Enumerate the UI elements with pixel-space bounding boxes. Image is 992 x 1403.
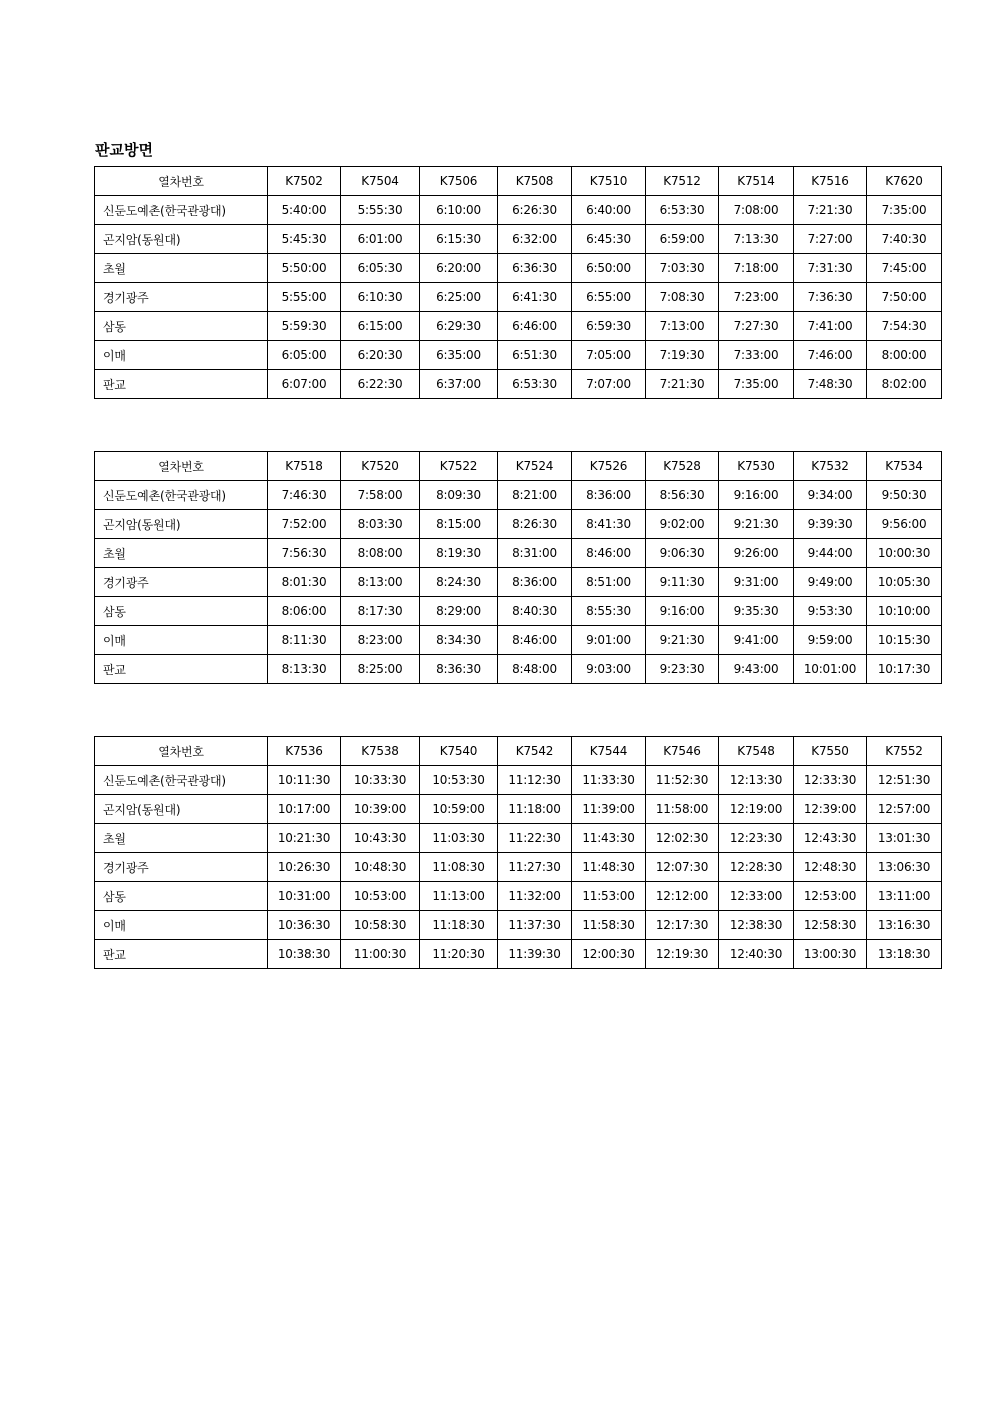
train-number-label: 열차번호 — [95, 737, 268, 766]
train-number: K7526 — [572, 452, 646, 481]
station-name: 판교 — [95, 940, 268, 969]
departure-time: 6:01:00 — [341, 225, 420, 254]
departure-time: 10:10:00 — [867, 597, 942, 626]
departure-time: 6:53:30 — [646, 196, 719, 225]
departure-time: 8:02:00 — [867, 370, 942, 399]
departure-time: 11:08:30 — [420, 853, 498, 882]
table-row — [95, 824, 942, 853]
departure-time: 9:21:30 — [719, 510, 794, 539]
table-row — [95, 341, 942, 370]
departure-time: 10:53:30 — [420, 766, 498, 795]
station-name: 초월 — [95, 254, 268, 283]
departure-time: 8:26:30 — [498, 510, 572, 539]
departure-time: 8:31:00 — [498, 539, 572, 568]
train-number: K7538 — [341, 737, 420, 766]
train-number: K7532 — [794, 452, 867, 481]
table-row — [95, 911, 942, 940]
station-name: 삼동 — [95, 597, 268, 626]
departure-time: 11:32:00 — [498, 882, 572, 911]
departure-time: 8:46:00 — [498, 626, 572, 655]
departure-time: 5:50:00 — [268, 254, 341, 283]
departure-time: 11:48:30 — [572, 853, 646, 882]
departure-time: 8:41:30 — [572, 510, 646, 539]
departure-time: 10:59:00 — [420, 795, 498, 824]
departure-time: 6:07:00 — [268, 370, 341, 399]
train-number: K7544 — [572, 737, 646, 766]
departure-time: 6:20:00 — [420, 254, 498, 283]
departure-time: 12:07:30 — [646, 853, 719, 882]
header-row — [95, 737, 942, 766]
departure-time: 11:33:30 — [572, 766, 646, 795]
departure-time: 6:50:00 — [572, 254, 646, 283]
table-row — [95, 882, 942, 911]
departure-time: 5:59:30 — [268, 312, 341, 341]
departure-time: 10:17:00 — [268, 795, 341, 824]
departure-time: 12:39:00 — [794, 795, 867, 824]
train-number: K7542 — [498, 737, 572, 766]
departure-time: 8:00:00 — [867, 341, 942, 370]
departure-time: 12:51:30 — [867, 766, 942, 795]
departure-time: 12:02:30 — [646, 824, 719, 853]
departure-time: 11:03:30 — [420, 824, 498, 853]
train-number: K7546 — [646, 737, 719, 766]
table-row — [95, 853, 942, 882]
departure-time: 9:59:00 — [794, 626, 867, 655]
departure-time: 9:56:00 — [867, 510, 942, 539]
departure-time: 8:08:00 — [341, 539, 420, 568]
departure-time: 8:13:30 — [268, 655, 341, 684]
departure-time: 9:31:00 — [719, 568, 794, 597]
train-number: K7520 — [341, 452, 420, 481]
station-name: 이매 — [95, 626, 268, 655]
departure-time: 8:17:30 — [341, 597, 420, 626]
departure-time: 13:18:30 — [867, 940, 942, 969]
station-name: 이매 — [95, 911, 268, 940]
departure-time: 8:34:30 — [420, 626, 498, 655]
train-number: K7540 — [420, 737, 498, 766]
train-number: K7504 — [341, 167, 420, 196]
departure-time: 12:57:00 — [867, 795, 942, 824]
header-row — [95, 452, 942, 481]
train-number: K7548 — [719, 737, 794, 766]
departure-time: 8:36:00 — [498, 568, 572, 597]
departure-time: 10:15:30 — [867, 626, 942, 655]
station-name: 판교 — [95, 370, 268, 399]
table-row — [95, 283, 942, 312]
departure-time: 7:23:00 — [719, 283, 794, 312]
train-number: K7534 — [867, 452, 942, 481]
departure-time: 6:15:00 — [341, 312, 420, 341]
departure-time: 11:18:00 — [498, 795, 572, 824]
departure-time: 11:52:30 — [646, 766, 719, 795]
table-row — [95, 766, 942, 795]
departure-time: 7:33:00 — [719, 341, 794, 370]
departure-time: 9:53:30 — [794, 597, 867, 626]
departure-time: 10:39:00 — [341, 795, 420, 824]
departure-time: 8:25:00 — [341, 655, 420, 684]
departure-time: 6:32:00 — [498, 225, 572, 254]
departure-time: 10:17:30 — [867, 655, 942, 684]
station-name: 삼동 — [95, 882, 268, 911]
table-row — [95, 510, 942, 539]
departure-time: 8:51:00 — [572, 568, 646, 597]
departure-time: 12:13:30 — [719, 766, 794, 795]
train-number: K7516 — [794, 167, 867, 196]
departure-time: 7:05:00 — [572, 341, 646, 370]
departure-time: 12:19:00 — [719, 795, 794, 824]
departure-time: 12:28:30 — [719, 853, 794, 882]
departure-time: 12:53:00 — [794, 882, 867, 911]
departure-time: 9:06:30 — [646, 539, 719, 568]
table-row — [95, 568, 942, 597]
departure-time: 7:31:30 — [794, 254, 867, 283]
departure-time: 8:15:00 — [420, 510, 498, 539]
departure-time: 10:48:30 — [341, 853, 420, 882]
departure-time: 12:33:00 — [719, 882, 794, 911]
departure-time: 10:43:30 — [341, 824, 420, 853]
station-name: 경기광주 — [95, 283, 268, 312]
departure-time: 6:55:00 — [572, 283, 646, 312]
departure-time: 7:40:30 — [867, 225, 942, 254]
departure-time: 8:40:30 — [498, 597, 572, 626]
departure-time: 7:36:30 — [794, 283, 867, 312]
departure-time: 13:16:30 — [867, 911, 942, 940]
departure-time: 5:40:00 — [268, 196, 341, 225]
table-row — [95, 481, 942, 510]
train-number: K7510 — [572, 167, 646, 196]
departure-time: 12:43:30 — [794, 824, 867, 853]
departure-time: 10:01:00 — [794, 655, 867, 684]
departure-time: 6:59:30 — [572, 312, 646, 341]
departure-time: 11:58:00 — [646, 795, 719, 824]
departure-time: 8:19:30 — [420, 539, 498, 568]
departure-time: 10:11:30 — [268, 766, 341, 795]
page-heading: 판교방면 — [95, 141, 153, 159]
departure-time: 11:39:30 — [498, 940, 572, 969]
train-number: K7524 — [498, 452, 572, 481]
departure-time: 7:27:30 — [719, 312, 794, 341]
departure-time: 7:03:30 — [646, 254, 719, 283]
train-number: K7506 — [420, 167, 498, 196]
table-row — [95, 225, 942, 254]
departure-time: 6:36:30 — [498, 254, 572, 283]
departure-time: 7:21:30 — [794, 196, 867, 225]
departure-time: 6:53:30 — [498, 370, 572, 399]
departure-time: 7:45:00 — [867, 254, 942, 283]
departure-time: 11:18:30 — [420, 911, 498, 940]
station-name: 신둔도예촌(한국관광대) — [95, 481, 268, 510]
departure-time: 7:08:30 — [646, 283, 719, 312]
departure-time: 9:43:00 — [719, 655, 794, 684]
departure-time: 12:12:00 — [646, 882, 719, 911]
departure-time: 10:58:30 — [341, 911, 420, 940]
departure-time: 12:17:30 — [646, 911, 719, 940]
timetable-1 — [94, 166, 942, 399]
train-number: K7530 — [719, 452, 794, 481]
departure-time: 9:39:30 — [794, 510, 867, 539]
departure-time: 6:40:00 — [572, 196, 646, 225]
departure-time: 6:22:30 — [341, 370, 420, 399]
departure-time: 10:53:00 — [341, 882, 420, 911]
departure-time: 8:55:30 — [572, 597, 646, 626]
table-row — [95, 312, 942, 341]
departure-time: 6:10:00 — [420, 196, 498, 225]
train-number: K7550 — [794, 737, 867, 766]
departure-time: 11:20:30 — [420, 940, 498, 969]
train-number: K7522 — [420, 452, 498, 481]
departure-time: 8:09:30 — [420, 481, 498, 510]
departure-time: 6:46:00 — [498, 312, 572, 341]
table-row — [95, 795, 942, 824]
departure-time: 10:36:30 — [268, 911, 341, 940]
departure-time: 6:45:30 — [572, 225, 646, 254]
station-name: 곤지암(동원대) — [95, 225, 268, 254]
departure-time: 8:24:30 — [420, 568, 498, 597]
departure-time: 7:19:30 — [646, 341, 719, 370]
departure-time: 6:29:30 — [420, 312, 498, 341]
departure-time: 7:35:00 — [719, 370, 794, 399]
table-row — [95, 254, 942, 283]
table-row — [95, 370, 942, 399]
departure-time: 7:35:00 — [867, 196, 942, 225]
station-name: 초월 — [95, 824, 268, 853]
departure-time: 7:13:00 — [646, 312, 719, 341]
departure-time: 7:58:00 — [341, 481, 420, 510]
departure-time: 11:37:30 — [498, 911, 572, 940]
departure-time: 12:48:30 — [794, 853, 867, 882]
train-number: K7620 — [867, 167, 942, 196]
departure-time: 8:03:30 — [341, 510, 420, 539]
departure-time: 6:10:30 — [341, 283, 420, 312]
departure-time: 8:06:00 — [268, 597, 341, 626]
station-name: 신둔도예촌(한국관광대) — [95, 196, 268, 225]
train-number-label: 열차번호 — [95, 452, 268, 481]
table-row — [95, 539, 942, 568]
departure-time: 7:13:30 — [719, 225, 794, 254]
station-name: 신둔도예촌(한국관광대) — [95, 766, 268, 795]
departure-time: 7:56:30 — [268, 539, 341, 568]
station-name: 경기광주 — [95, 568, 268, 597]
departure-time: 11:43:30 — [572, 824, 646, 853]
timetable-3 — [94, 736, 942, 969]
train-number: K7536 — [268, 737, 341, 766]
departure-time: 9:26:00 — [719, 539, 794, 568]
departure-time: 7:48:30 — [794, 370, 867, 399]
departure-time: 7:18:00 — [719, 254, 794, 283]
train-number: K7502 — [268, 167, 341, 196]
departure-time: 7:21:30 — [646, 370, 719, 399]
departure-time: 8:23:00 — [341, 626, 420, 655]
departure-time: 11:12:30 — [498, 766, 572, 795]
station-name: 판교 — [95, 655, 268, 684]
departure-time: 7:41:00 — [794, 312, 867, 341]
departure-time: 9:01:00 — [572, 626, 646, 655]
table-row — [95, 597, 942, 626]
departure-time: 7:52:00 — [268, 510, 341, 539]
departure-time: 9:34:00 — [794, 481, 867, 510]
departure-time: 9:41:00 — [719, 626, 794, 655]
departure-time: 10:38:30 — [268, 940, 341, 969]
departure-time: 6:25:00 — [420, 283, 498, 312]
departure-time: 7:46:00 — [794, 341, 867, 370]
departure-time: 8:13:00 — [341, 568, 420, 597]
train-number: K7514 — [719, 167, 794, 196]
departure-time: 6:20:30 — [341, 341, 420, 370]
departure-time: 9:35:30 — [719, 597, 794, 626]
departure-time: 6:26:30 — [498, 196, 572, 225]
departure-time: 7:08:00 — [719, 196, 794, 225]
departure-time: 9:21:30 — [646, 626, 719, 655]
station-name: 삼동 — [95, 312, 268, 341]
departure-time: 8:11:30 — [268, 626, 341, 655]
departure-time: 11:39:00 — [572, 795, 646, 824]
departure-time: 11:00:30 — [341, 940, 420, 969]
departure-time: 7:54:30 — [867, 312, 942, 341]
departure-time: 11:53:00 — [572, 882, 646, 911]
departure-time: 12:33:30 — [794, 766, 867, 795]
departure-time: 13:06:30 — [867, 853, 942, 882]
departure-time: 10:26:30 — [268, 853, 341, 882]
departure-time: 9:03:00 — [572, 655, 646, 684]
departure-time: 6:05:30 — [341, 254, 420, 283]
departure-time: 12:19:30 — [646, 940, 719, 969]
departure-time: 8:01:30 — [268, 568, 341, 597]
train-number: K7518 — [268, 452, 341, 481]
departure-time: 6:59:00 — [646, 225, 719, 254]
departure-time: 5:55:00 — [268, 283, 341, 312]
table-row — [95, 940, 942, 969]
departure-time: 9:11:30 — [646, 568, 719, 597]
station-name: 경기광주 — [95, 853, 268, 882]
departure-time: 6:37:00 — [420, 370, 498, 399]
departure-time: 10:05:30 — [867, 568, 942, 597]
header-row — [95, 167, 942, 196]
departure-time: 11:22:30 — [498, 824, 572, 853]
departure-time: 8:46:00 — [572, 539, 646, 568]
departure-time: 9:02:00 — [646, 510, 719, 539]
departure-time: 9:49:00 — [794, 568, 867, 597]
departure-time: 10:33:30 — [341, 766, 420, 795]
station-name: 초월 — [95, 539, 268, 568]
departure-time: 9:16:00 — [646, 597, 719, 626]
departure-time: 6:51:30 — [498, 341, 572, 370]
departure-time: 5:45:30 — [268, 225, 341, 254]
departure-time: 12:58:30 — [794, 911, 867, 940]
station-name: 곤지암(동원대) — [95, 510, 268, 539]
station-name: 이매 — [95, 341, 268, 370]
table-row — [95, 196, 942, 225]
departure-time: 10:31:00 — [268, 882, 341, 911]
departure-time: 8:36:00 — [572, 481, 646, 510]
departure-time: 13:01:30 — [867, 824, 942, 853]
departure-time: 11:58:30 — [572, 911, 646, 940]
timetable-2 — [94, 451, 942, 684]
departure-time: 8:29:00 — [420, 597, 498, 626]
table-row — [95, 655, 942, 684]
departure-time: 6:15:30 — [420, 225, 498, 254]
departure-time: 6:05:00 — [268, 341, 341, 370]
departure-time: 11:13:00 — [420, 882, 498, 911]
departure-time: 9:23:30 — [646, 655, 719, 684]
train-number-label: 열차번호 — [95, 167, 268, 196]
departure-time: 12:40:30 — [719, 940, 794, 969]
departure-time: 11:27:30 — [498, 853, 572, 882]
departure-time: 6:35:00 — [420, 341, 498, 370]
station-name: 곤지암(동원대) — [95, 795, 268, 824]
departure-time: 8:36:30 — [420, 655, 498, 684]
departure-time: 12:23:30 — [719, 824, 794, 853]
departure-time: 9:44:00 — [794, 539, 867, 568]
departure-time: 6:41:30 — [498, 283, 572, 312]
departure-time: 9:16:00 — [719, 481, 794, 510]
departure-time: 12:00:30 — [572, 940, 646, 969]
departure-time: 13:00:30 — [794, 940, 867, 969]
departure-time: 13:11:00 — [867, 882, 942, 911]
departure-time: 7:46:30 — [268, 481, 341, 510]
departure-time: 10:00:30 — [867, 539, 942, 568]
departure-time: 9:50:30 — [867, 481, 942, 510]
departure-time: 7:27:00 — [794, 225, 867, 254]
train-number: K7508 — [498, 167, 572, 196]
table-row — [95, 626, 942, 655]
departure-time: 7:07:00 — [572, 370, 646, 399]
departure-time: 8:56:30 — [646, 481, 719, 510]
departure-time: 8:48:00 — [498, 655, 572, 684]
train-number: K7528 — [646, 452, 719, 481]
departure-time: 8:21:00 — [498, 481, 572, 510]
train-number: K7552 — [867, 737, 942, 766]
departure-time: 10:21:30 — [268, 824, 341, 853]
train-number: K7512 — [646, 167, 719, 196]
departure-time: 12:38:30 — [719, 911, 794, 940]
departure-time: 7:50:00 — [867, 283, 942, 312]
departure-time: 5:55:30 — [341, 196, 420, 225]
